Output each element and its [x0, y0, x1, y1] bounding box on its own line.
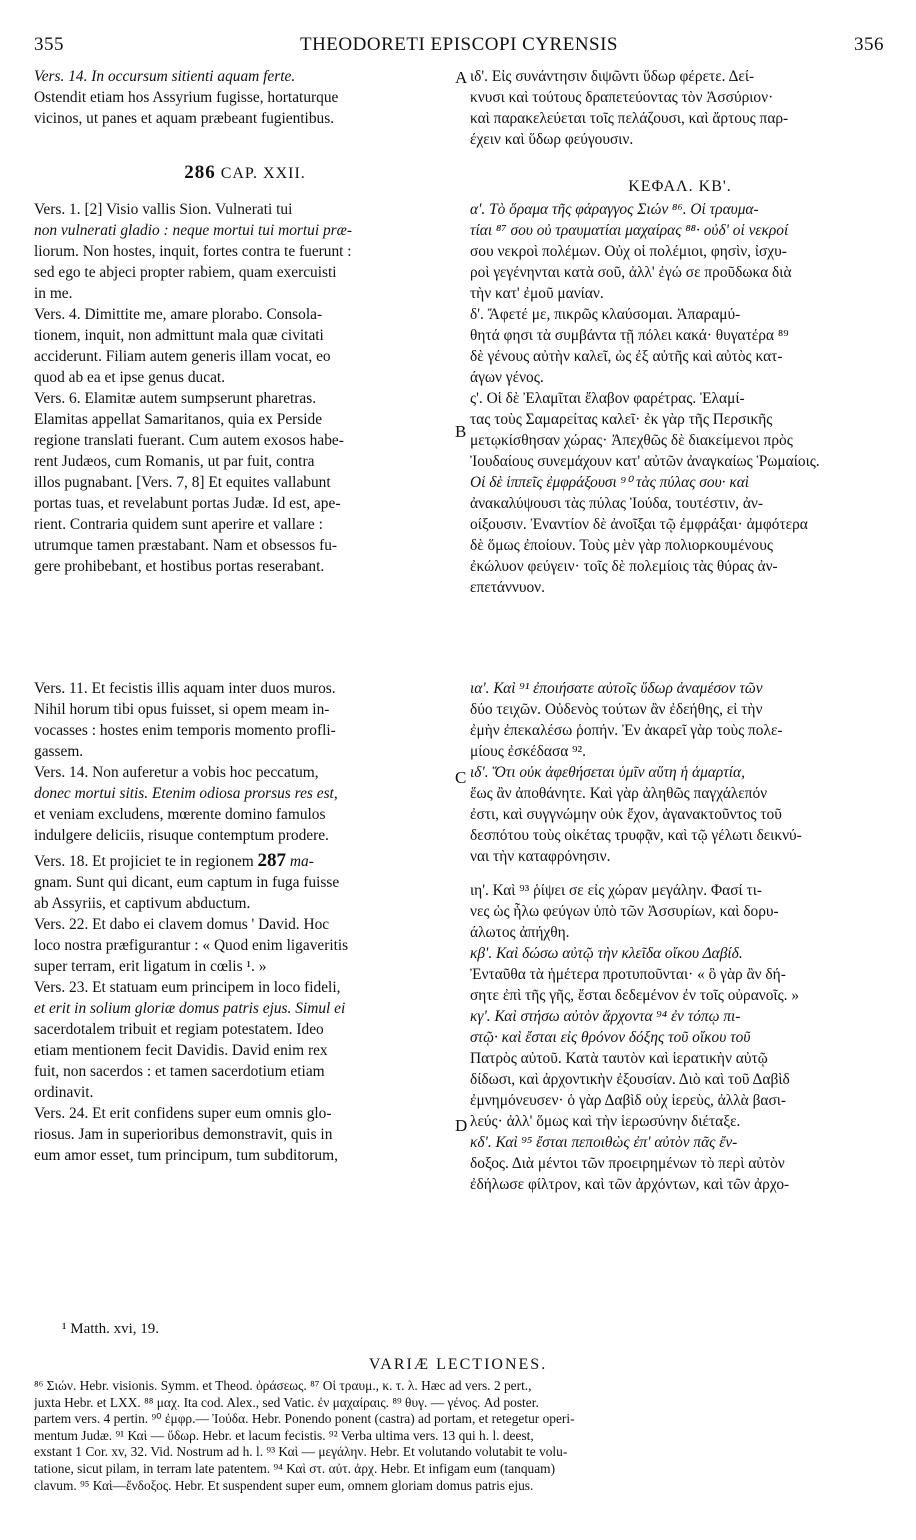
chapter-heading-greek [470, 176, 890, 197]
text-line: ordinavit. [34, 1084, 94, 1101]
text-line: κνυσι καὶ τούτους δραπετεύοντας τὸν Ἀσσύριον· [470, 89, 774, 106]
text-line: τὴν κατ' ἐμοῦ μανίαν. [470, 285, 604, 302]
text-line: Ἐνταῦθα τὰ ἡμέτερα προτυποῦνται· « ὃ γὰρ ἂν δή- [470, 966, 786, 983]
text-line: Elamitas appellat Samaritanos, quia ex Perside [34, 411, 323, 428]
text-line: τας τοὺς Σαμαρείτας καλεῖ· ἐκ γὰρ τῆς Περσικῆς [470, 411, 773, 428]
text-line: rient. Contraria quidem sunt aperire et vallare : [34, 516, 323, 533]
text-line: donec mortui sitis. Etenim odiosa prorsus res est, [34, 785, 338, 802]
text-line: Ostendit etiam hos Assyrium fugisse, hortaturque [34, 89, 339, 106]
text-line: rent Judæos, cum Romanis, ut par fuit, contra [34, 453, 315, 470]
text-line: μετῳκίσθησαν χώρας· Ἀπεχθῶς δὲ διακείμενοι πρὸς [470, 432, 793, 449]
text-line: σητε ἐπὶ τῆς γῆς, ἔσται δεδεμένον ἐν τοῖς οὐρανοῖς. » [470, 987, 800, 1004]
text-line: loco nostra præfigurantur : « Quod enim ligaveritis [34, 937, 349, 954]
text-line: Nihil horum tibi opus fuisset, si opem meam in- [34, 701, 330, 718]
text-line: gere prohibebant, et hostibus portas reserabant. [34, 558, 325, 575]
text-line: ἐμνημόνευσεν· ὁ γὰρ Δαβὶδ οὐχ ἱερεὺς, ἀλλὰ βασι- [470, 1092, 787, 1109]
text-line: sed ego te abjeci propter rabiem, quam exercuisti [34, 264, 337, 281]
text-line: Vers. 23. Et statuam eum principem in loco fideli, [34, 979, 341, 996]
text-line: ς'. Οἱ δὲ Ἐλαμῖται ἔλαβον φαρέτρας. Ἐλαμί- [470, 390, 745, 407]
text-line: sacerdotalem tribuit et regiam potestatem. Ideo [34, 1021, 324, 1038]
text-line: Vers. 11. Et fecistis illis aquam inter duos muros. [34, 680, 336, 697]
text-line: Vers. 14. In occursum sitienti aquam ferte. [34, 68, 296, 85]
text-line: regione translati fuerant. Cum autem exosos habe- [34, 432, 344, 449]
text-line: ἐδήλωσε φίλτρον, καὶ τῶν ἀρχόντων, καὶ τῶν ἀρχο- [470, 1176, 790, 1193]
chapter-label: ΚΕΦΑΛ. ΚΒ'. [628, 178, 732, 195]
chapter-number: 286 [184, 162, 216, 183]
chapter-heading-latin [34, 162, 456, 184]
text-line: super terram, erit ligatum in cœlis ¹. » [34, 958, 267, 975]
text-line: επετάννυον. [470, 579, 545, 596]
margin-letter-d: D [455, 1116, 468, 1135]
text-line: δὲ ὅμως ἐποίουν. Τοὺς μὲν γὰρ πολιορκουμένους [470, 537, 773, 554]
variant-line: juxta Hebr. et LXX. ⁸⁸ μαχ. Ita cod. Alex., sed Vatic. ἐν μαχαίραις. ⁸⁹ θυγ. — γένος. Ad poster. [34, 1394, 539, 1410]
text-line: ια'. Καὶ ⁹¹ ἐποιήσατε αὐτοῖς ὕδωρ ἀναμέσον τῶν [470, 680, 763, 697]
text-fragment: ma- [289, 853, 314, 870]
text-line: ιδ'. Ὅτι οὐκ ἀφεθήσεται ὑμῖν αὕτη ἡ ἁμαρτία, [470, 764, 745, 781]
text-line: vicinos, ut panes et aquam præbeant fugientibus. [34, 110, 335, 127]
text-line: δ'. Ἄφετέ με, πικρῶς κλαύσομαι. Ἀπαραμύ- [470, 306, 741, 323]
text-line: ιδ'. Εἰς συνάντησιν διψῶντι ὕδωρ φέρετε. Δεί- [470, 68, 755, 85]
text-line: κγ'. Καὶ στήσω αὐτὸν ἄρχοντα ⁹⁴ ἐν τόπῳ πι- [470, 1008, 741, 1025]
latin-block-4 [34, 850, 456, 1166]
margin-letter-c: C [455, 768, 467, 787]
text-line: κδ'. Καὶ ⁹⁵ ἔσται πεποιθὼς ἐπ' αὐτὸν πᾶς ἔν- [470, 1134, 738, 1151]
variant-line: tatione, sicut pilam, in terram late patentem. ⁹⁴ Καὶ στ. αὐτ. ἀρχ. Hebr. Et infigam eum (tanquam) [34, 1460, 556, 1476]
text-line: riosus. Jam in superioribus demonstravit, quis in [34, 1126, 333, 1143]
text-line: illos pugnabant. [Vers. 7, 8] Et equites vallabunt [34, 474, 331, 491]
text-line: Vers. 1. [2] Visio vallis Sion. Vulnerati tui [34, 201, 293, 218]
text-line: tionem, inquit, non admittunt mala quæ civitati [34, 327, 324, 344]
text-line: eum amor esset, tum principum, tum subditorum, [34, 1147, 338, 1164]
text-line: άγων γένος. [470, 369, 544, 386]
text-line: άλωτος ἀπήχθη. [470, 924, 570, 941]
page-header [34, 34, 884, 64]
text-line: ιη'. Καὶ ⁹³ ῥίψει σε εἰς χώραν μεγάλην. Φασί τι- [470, 882, 762, 899]
text-line: οίξουσιν. Ἐναντίον δὲ ἀνοῖξαι τῷ ἐμφράξαι· ἀμφότερα [470, 516, 808, 533]
text-line: portas tuas, et revelabunt portas Judæ. Id est, ape- [34, 495, 341, 512]
text-line: quod ab ea et ipse genus ducat. [34, 369, 226, 386]
latin-block-3 [34, 678, 456, 846]
text-line: θητά φησι τὰ συμβάντα τῇ πόλει κακά· θυγατέρα ⁸⁹ [470, 327, 789, 344]
footnote: ¹ Matth. xvi, 19. [62, 1321, 159, 1337]
text-line: δύο τειχῶν. Οὐδενὸς τούτων ἂν ἐδεήθης, εἰ τὴν [470, 701, 763, 718]
text-line: vocasses : hostes enim temporis momento profli- [34, 722, 336, 739]
text-line: δὲ γένους αὐτὴν καλεῖ, ὡς ἐξ αὐτῆς καὶ αὐτὸς κατ- [470, 348, 783, 365]
text-line: δίδωσι, καὶ ἀρχοντικὴν ἐξουσίαν. Διὸ καὶ τοῦ Δαβὶδ [470, 1071, 790, 1088]
text-line: Vers. 6. Elamitæ autem sumpserunt pharetras. [34, 390, 317, 407]
text-line: στῷ· καὶ ἔσται εἰς θρόνον δόξης τοῦ οἴκου τοῦ [470, 1029, 751, 1046]
text-line: σου νεκροὶ πολέμων. Οὐχ οἱ πολέμιοι, φησὶν, ἰσχυ- [470, 243, 787, 260]
variant-line: mentum Judæ. ⁹¹ Καὶ — ὕδωρ. Hebr. et lacum fecistis. ⁹² Verba ultima vers. 13 qui h. l. deest, [34, 1427, 534, 1443]
text-line: et erit in solium gloriæ domus patris ejus. Simul ei [34, 1000, 346, 1017]
variant-line: exstant 1 Cor. xv, 32. Vid. Nostrum ad h. l. ⁹³ Καὶ — μεγάλην. Hebr. Et volutando volutabit te volu- [34, 1444, 568, 1460]
text-line: Vers. 22. Et dabo ei clavem domus ' David. Hoc [34, 916, 330, 933]
text-line: ἀνακαλύψουσι τὰς πύλας Ἰούδα, τουτέστιν, ἀν- [470, 495, 763, 512]
text-line: fuit, non sacerdos : et tamen sacerdotium etiam [34, 1063, 325, 1080]
text-line: ροὶ γεγένηνται κατὰ σοῦ, ἀλλ' ἐγώ σε προῦδωκα διὰ [470, 264, 792, 281]
variae-lectiones-title: VARIÆ LECTIONES. [368, 1356, 548, 1373]
chapter-label: CAP. XXII. [220, 165, 306, 182]
text-line: gassem. [34, 743, 84, 760]
text-line: Πατρὸς αὐτοῦ. Κατὰ ταυτὸν καὶ ἱερατικὴν αὐτῷ [470, 1050, 768, 1067]
latin-block-2 [34, 199, 456, 577]
latin-block-1 [34, 66, 456, 129]
margin-letter-a: A [455, 68, 468, 87]
variant-line: partem vers. 4 pertin. ⁹⁰ ἐμφρ.— Ἰούδα. Hebr. Ponendo ponent (castra) ad portam, et retegetur operi- [34, 1411, 575, 1427]
text-line: ἐμὴν ἐπεκαλέσω ῥοπήν. Ἐν ἀκαρεῖ γὰρ τοὺς πολε- [470, 722, 783, 739]
text-line: κβ'. Καὶ δώσω αὐτῷ τὴν κλεῖδα οἴκου Δαβίδ. [470, 945, 743, 962]
text-line: νες ὡς ἧλω φεύγων ὑπὸ τῶν Ἀσσυρίων, καὶ δορυ- [470, 903, 779, 920]
page-number-right: 356 [854, 34, 884, 55]
text-line: Vers. 4. Dimittite me, amare plorabo. Consola- [34, 306, 323, 323]
text-line: gnam. Sunt qui dicant, eum captum in fuga fuisse [34, 874, 340, 891]
text-line: utrumque tamen præstabant. Nam et obsessos fu- [34, 537, 338, 554]
text-line: indulgere deliciis, risuque contemptum prodere. [34, 827, 329, 844]
text-line: μίους ἐσκέδασα ⁹². [470, 743, 586, 760]
page-marker-number: 287 [257, 850, 287, 871]
greek-block-1 [470, 66, 890, 150]
greek-block-2 [470, 199, 890, 598]
variant-line: ⁸⁶ Σιών. Hebr. visionis. Symm. et Theod. ὁράσεως. ⁸⁷ Οἱ τραυμ., κ. τ. λ. Hæc ad vers. 2 pert., [34, 1378, 532, 1393]
text-line: δεσπότου τοὺς οἰκέτας τρυφᾷν, καὶ τῷ γέλωτι δεικνύ- [470, 827, 802, 844]
margin-letter-b: B [455, 422, 467, 441]
text-line: acciderunt. Filiam autem generis illam vocat, eo [34, 348, 331, 365]
text-line: Vers. 24. Et erit confidens super eum omnis glo- [34, 1105, 332, 1122]
text-line: τίαι ⁸⁷ σου οὐ τραυματίαι μαχαίρας ⁸⁸· οὐδ' οἱ νεκροί [470, 222, 789, 239]
text-fragment: Vers. 18. Et projiciet te in regionem [34, 853, 254, 870]
text-line: in me. [34, 285, 73, 302]
greek-block-4 [470, 880, 890, 1195]
text-line: Ἰουδαίους συνεμάχουν κατ' αὐτῶν ἀναγκαίως Ῥωμαίοις. [470, 453, 820, 470]
text-line [34, 850, 456, 872]
text-line: λεύς· ἀλλ' ὅμως καὶ τὴν ἱερωσύνην διέταξε. [470, 1113, 741, 1130]
text-line: non vulnerati gladio : neque mortui tui mortui præ- [34, 222, 353, 239]
text-line: ἐκώλυον φεύγειν· τοῖς δὲ πολεμίοις τὰς θύρας ἀν- [470, 558, 778, 575]
text-line: ἕως ἂν ἀποθάνητε. Καὶ γὰρ ἀληθῶς παγχάλεπόν [470, 785, 768, 802]
variae-lectiones [34, 1378, 890, 1494]
page-number-left: 355 [34, 34, 64, 55]
text-line: καὶ παρακελεύεται τοῖς πελάζουσι, καὶ ἄρτους παρ- [470, 110, 789, 127]
text-line: Vers. 14. Non auferetur a vobis hoc peccatum, [34, 764, 319, 781]
text-line: liorum. Non hostes, inquit, fortes contra te fuerunt : [34, 243, 352, 260]
text-line: ἐστι, καὶ συγγνώμην οὐκ ἔχον, ἀγανακτοῦντος τοῦ [470, 806, 782, 823]
text-line: ναι τὴν καταφρόνησιν. [470, 848, 611, 865]
running-title: THEODORETI EPISCOPI CYRENSIS [299, 34, 619, 55]
text-line: et veniam excludens, mœrente domino famulos [34, 806, 326, 823]
text-line: δοξος. Διὰ μέντοι τῶν προειρημένων τὸ περὶ αὐτὸν [470, 1155, 785, 1172]
greek-block-3 [470, 678, 890, 867]
text-line: etiam mentionem fecit Davidis. David enim rex [34, 1042, 328, 1059]
text-line: έχειν καὶ ὕδωρ φεύγουσιν. [470, 131, 634, 148]
variant-line: clavum. ⁹⁵ Καὶ—ἔνδοξος. Hebr. Et suspendent super eum, omnem gloriam domus patris ejus. [34, 1477, 534, 1493]
text-line: α'. Τὸ ὅραμα τῆς φάραγγος Σιών ⁸⁶. Οἱ τραυμα- [470, 201, 759, 218]
text-line: ab Assyriis, et captivum abductum. [34, 895, 251, 912]
text-line: Οἱ δὲ ἱππεῖς ἐμφράξουσι ⁹⁰ τὰς πύλας σου· καὶ [470, 474, 750, 491]
